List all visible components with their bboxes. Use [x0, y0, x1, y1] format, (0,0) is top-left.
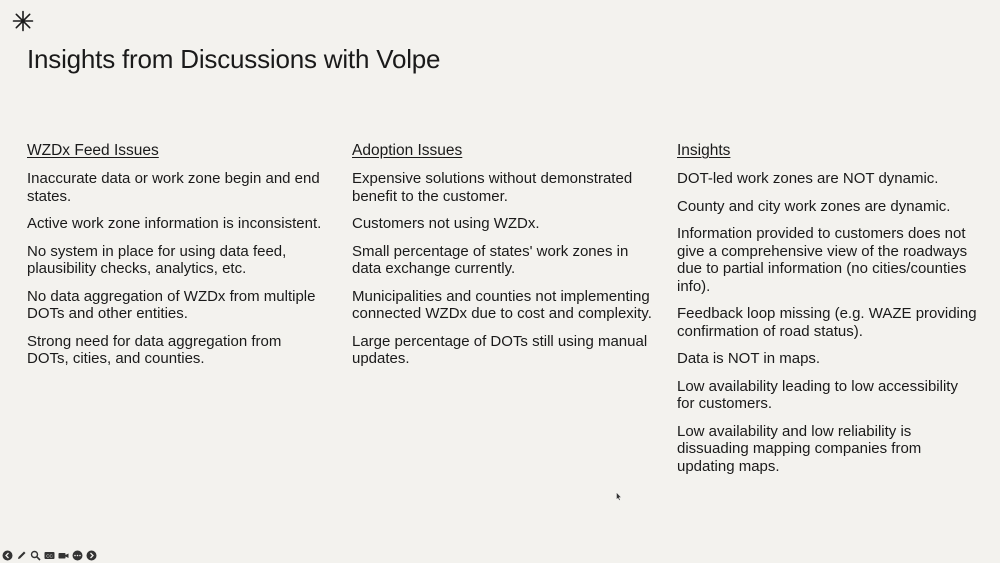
- column-adoption-issues: [352, 141, 652, 378]
- list-item: Municipalities and counties not implementing connected WZDx due to cost and complexity.: [352, 287, 652, 322]
- list-item: DOT-led work zones are NOT dynamic.: [677, 170, 939, 187]
- list-item: Low availability leading to low accessibility for customers.: [677, 377, 958, 412]
- list-item: Strong need for data aggregation from DOTs, cities, and counties.: [27, 332, 282, 367]
- list-item: No system in place for using data feed, plausibility checks, analytics, etc.: [27, 242, 287, 277]
- list-item: Information provided to customers does not give a comprehensive view of the roadways due to partial information (no cities/counties info).: [677, 225, 968, 295]
- mouse-cursor-icon: [616, 492, 622, 501]
- captions-icon[interactable]: [44, 550, 55, 561]
- list-item: Inaccurate data or work zone begin and end states.: [27, 170, 320, 205]
- list-item: Low availability and low reliability is dissuading mapping companies from updating maps.: [677, 422, 922, 475]
- column-heading: Adoption Issues: [352, 142, 463, 159]
- more-icon[interactable]: [72, 550, 83, 561]
- list-item: County and city work zones are dynamic.: [677, 197, 951, 215]
- previous-icon[interactable]: [2, 550, 13, 561]
- list-item: Feedback loop missing (e.g. WAZE providing confirmation of road status).: [677, 305, 977, 340]
- zoom-icon[interactable]: [30, 550, 41, 561]
- svg-text:CC: CC: [46, 552, 53, 558]
- pen-icon[interactable]: [16, 550, 27, 561]
- list-item: Data is NOT in maps.: [677, 350, 821, 367]
- next-icon[interactable]: [86, 550, 97, 561]
- list-item: Large percentage of DOTs still using manual updates.: [352, 332, 648, 367]
- column-wzdx-feed-issues: [27, 141, 327, 378]
- slide-title: Insights from Discussions with Volpe: [27, 44, 441, 74]
- camera-icon[interactable]: [58, 550, 69, 561]
- list-item: Active work zone information is inconsistent.: [27, 215, 322, 232]
- list-item: No data aggregation of WZDx from multiple DOTs and other entities.: [27, 287, 316, 322]
- column-insights: [677, 141, 977, 485]
- list-item: Customers not using WZDx.: [352, 215, 540, 232]
- asterisk-logo-icon: [12, 10, 34, 32]
- presentation-toolbar: [2, 548, 97, 562]
- column-heading: WZDx Feed Issues: [27, 142, 159, 159]
- list-item: Expensive solutions without demonstrated benefit to the customer.: [352, 170, 633, 205]
- column-heading: Insights: [677, 142, 731, 159]
- list-item: Small percentage of states' work zones in data exchange currently.: [352, 242, 629, 277]
